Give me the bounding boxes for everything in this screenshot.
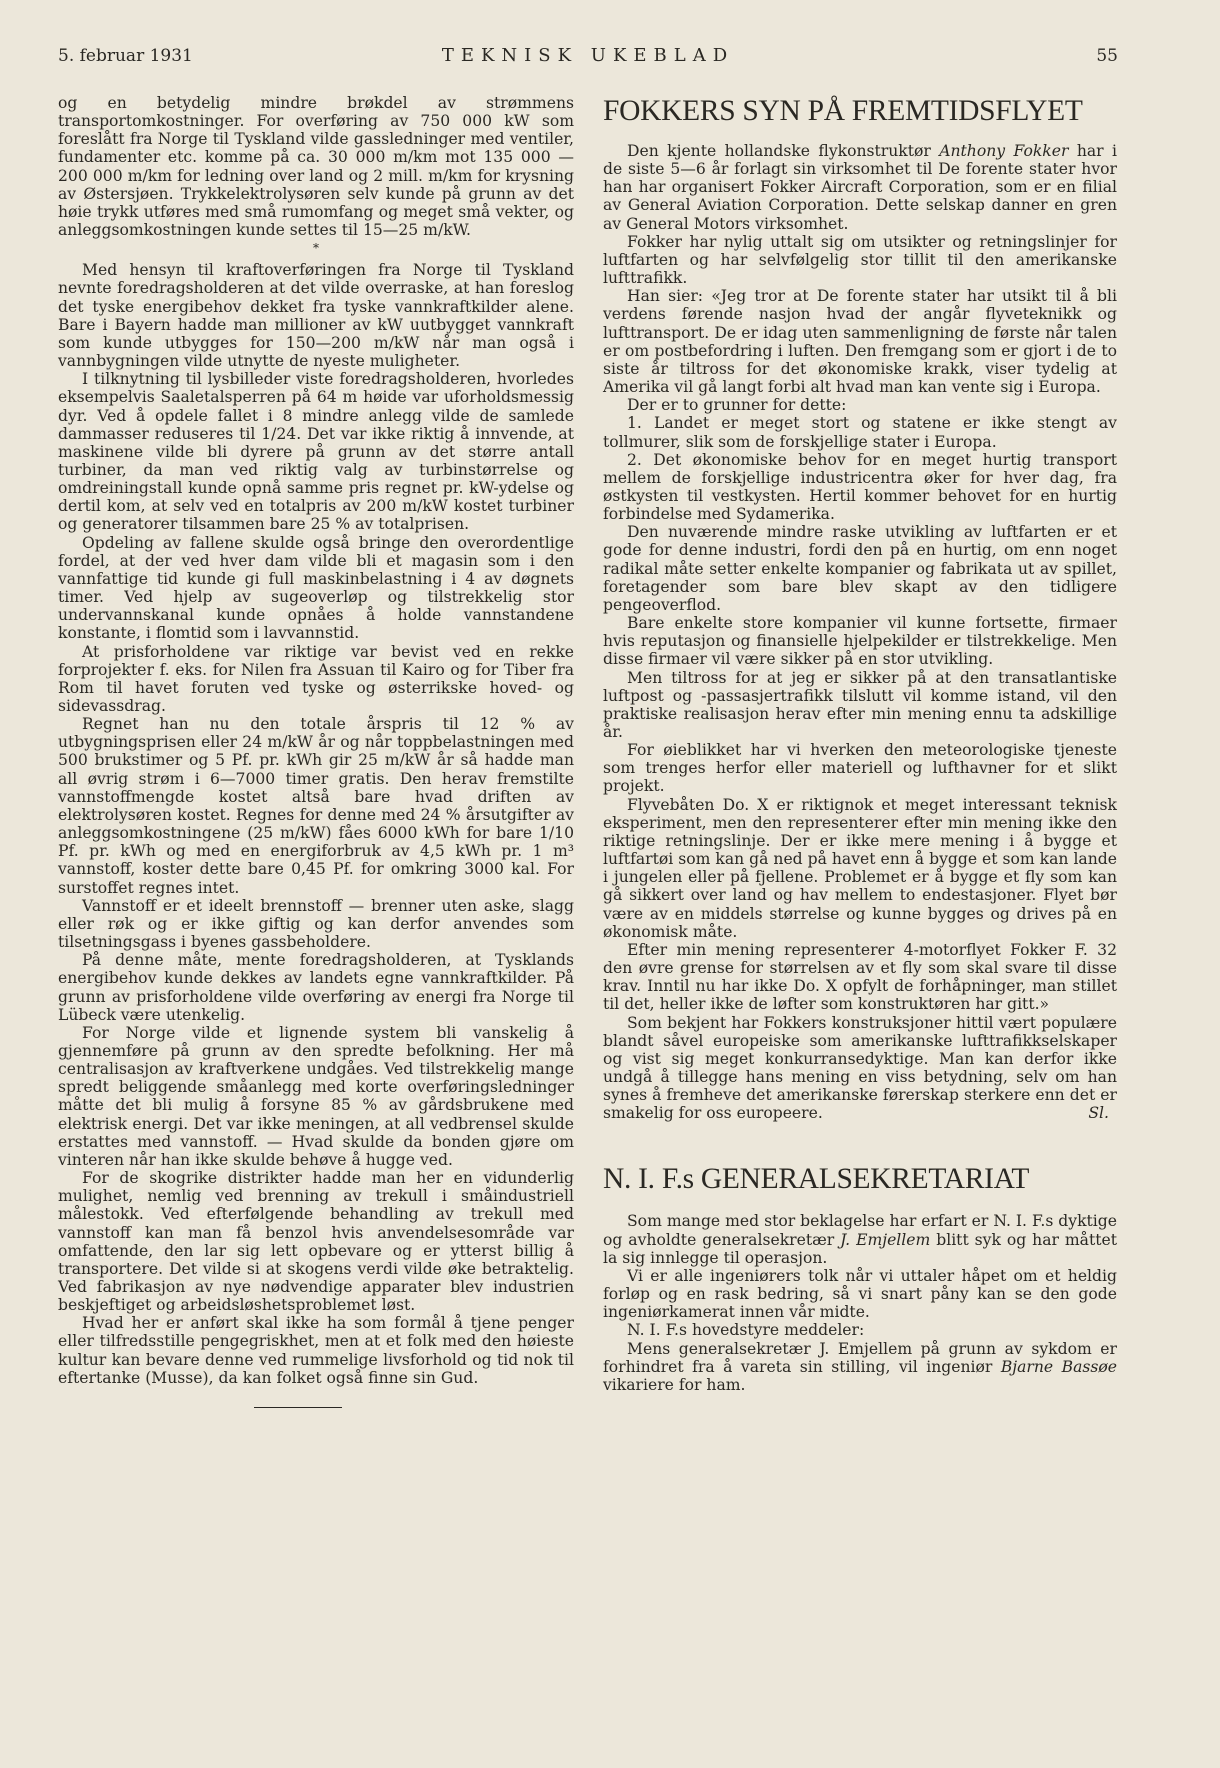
left-column — [58, 94, 574, 1408]
article-paragraph: 2. Det økonomiske behov for en meget hurtig transport mellem de forskjellige industricentra øker for hver dag, fra østkysten til vestkysten. Hertil kommer behovet for en hurtig forbindelse med Sydamerika. — [603, 450, 1117, 524]
nif-article-heading: N. I. F.s GENERALSEKRETARIAT — [603, 1163, 1030, 1196]
journal-title: TEKNISK UKEBLAD — [441, 45, 735, 66]
section-separator-asterisk: * — [313, 241, 319, 256]
person-name: J. Emjellem — [840, 1230, 931, 1249]
article-paragraph: På denne måte, mente foredragsholderen, at Tysklands energibehov kunde dekkes av landets egne vannkraftkilder. På grunn av prisforholdene vilde overføring av energi fra Norge til Lübeck være utenkelig. — [58, 951, 574, 1024]
fokker-article-heading: FOKKERS SYN PÅ FREMTIDSFLYET — [603, 95, 1083, 127]
article-paragraph: At prisforholdene var riktige var bevist ved en rekke forprojekter f. eks. for Nilen fra Assuan til Kairo og for Tiber fra Rom til havet foruten ved tyske og østerrikske hoved- og sidevassdrag. — [58, 642, 574, 715]
nif-text: Som mange med stor beklagelse har erfart er N. I. F.s dyktige og avholdte generalsekretær — [603, 1212, 1117, 1249]
article-paragraph: Han sier: «Jeg tror at De forente stater har utsikt til å bli verdens førende nasjon hvad der angår flyveteknikk og lufttransport. De er idag uten sammenligning de første når talen er om postbefordring i luften. Den fremgang som er gjort i de to siste år tiltross for det økonomiske krakk, viser tydelig at Amerika vil gå langt forbi alt hvad man kan vente sig i Europa. — [603, 287, 1117, 397]
article-paragraph: og en betydelig mindre brøkdel av strømmens transportomkostninger. For overføring av 750 000 kW som foreslått fra Norge til Tyskland vilde gassledninger med ventiler, fundamenter etc. komme på ca. 30 000 m/km mot 135 000 — 200 000 m/km for ledning over land og 2 mill. m/km for krysning av Østersjøen. Trykkelektrolysøren selv kunde på grunn av det høie trykk utføres med små rumomfang og meget små vekter, og anleggsomkostningen kunde settes til 15—25 m/kW. — [58, 94, 574, 240]
nif-text-cont: blitt syk og har måttet la sig innlegge til operasjon. — [603, 1230, 1117, 1267]
article-paragraph — [603, 1340, 1117, 1394]
article-paragraph: For øieblikket har vi hverken den meteorologiske tjeneste som trenges herfor eller materiell og lufthavner for et slikt projekt. — [603, 741, 1117, 796]
article-paragraph: Der er to grunner for dette: — [627, 396, 847, 415]
page-number: 55 — [1096, 46, 1118, 66]
article-paragraph: Hvad her er anført skal ikke ha som formål å tjene penger eller tilfredsstille pengegriskhet, men at et folk med den høieste kultur kan bevare denne ved rummelige livsforhold og tid nok til eftertanke (Musse), da kan folket også finne sin Gud. — [58, 1314, 574, 1387]
article-paragraph: Med hensyn til kraftoverføringen fra Norge til Tyskland nevnte foredragsholderen at det vilde overraske, at han foreslog det tyske energibehov dekket fra tyske vannkraftkilder alene. Bare i Bayern hadde man millioner av kW uutbygget vannkraft som kunde utbygges for 150—200 m/kW når man også i vannbygningen vilde utnytte de nyeste muligheter. — [58, 261, 574, 371]
article-paragraph: Fokker har nylig uttalt sig om utsikter og retningslinjer for luftfarten og har selvfølgelig stor tillit til den amerikanske lufttrafikk. — [603, 232, 1117, 288]
issue-date: 5. februar 1931 — [58, 46, 193, 66]
article-paragraph: For Norge vilde et lignende system bli vanskelig å gjennemføre på grunn av den spredte befolkning. Her må centralisasjon av kraftverkene undgåes. Ved tilstrekkelig mange spredt beliggende småanlegg med korte overføringsledninger måtte det bli mulig å forsyne 85 % av gårdsbrukene med elektrisk energi. Det var ikke meningen, at all vedbrensel skulde erstattes med vannstoff. — Hvad skulde da bonden gjøre om vinteren når han ikke skulde behøve å hugge ved. — [58, 1023, 574, 1169]
nif-text-cont: vikariere for ham. — [603, 1375, 746, 1394]
article-paragraph: Den nuværende mindre raske utvikling av luftfarten er et gode for denne industri, fordi den på en hurtig, om enn noget radikal måte setter enkelte kompanier og fabrikata ut av spillet, foretagender som bare blev skapt av den tidligere pengeoverflod. — [603, 523, 1117, 614]
end-rule — [254, 1407, 342, 1408]
article-paragraph: Men tiltross for at jeg er sikker på at den transatlantiske luftpost og -passasjertrafikk tilslutt vil komme istand, vil den praktiske realisasjon herav efter min mening ennu ta adskillige år. — [603, 668, 1117, 741]
running-head — [58, 44, 1118, 68]
author-signature: Sl. — [1088, 1104, 1109, 1123]
intro-text-cont: har i de siste 5—6 år forlagt sin virksomhet til De forente stater hvor han har organisert Fokker Aircraft Corporation, som er en filial av General Aviation Corporation. Dette selskap danner en gren av General Motors virksomhet. — [603, 142, 1117, 233]
article-paragraph — [603, 1212, 1117, 1266]
article-paragraph: Efter min mening representerer 4-motorflyet Fokker F. 32 den øvre grense for størrelsen av et fly som skal svare til disse krav. Inntil nu har ikke Do. X opfylt de forhåpninger, man stillet til det, heller ikke de løfter som konstruktøren har gitt.» — [603, 940, 1117, 1014]
right-column — [603, 94, 1117, 1394]
person-name: Bjarne Bassøe — [1000, 1357, 1117, 1376]
article-paragraph: Vi er alle ingeniørers tolk når vi uttaler håpet om et heldig forløp og en rask bedring, så vi snart påny kan se den gode ingeniørkamerat innen vår midte. — [603, 1266, 1117, 1322]
person-name: Anthony Fokker — [939, 142, 1069, 160]
article-paragraph: 1. Landet er meget stort og statene er ikke stengt av tollmurer, slik som de forskjellige stater i Europa. — [603, 414, 1117, 451]
article-paragraph: Regnet han nu den totale årspris til 12 % av utbygningsprisen eller 24 m/kW år og når toppbelastningen med 500 brukstimer og 5 Pf. pr. kWh gir 25 m/kW år så hadde man all øvrig strøm i 6—7000 timer gratis. Den herav fremstilte vannstoffmengde kostet altså bare hvad driften av elektrolysøren kostet. Regnes for denne med 24 % årsutgifter av anleggsomkostningene (25 m/kW) fåes 6000 kWh for bare 1/10 Pf. pr. kWh og med en energiforbruk av 4,5 kWh pr. 1 m³ vannstoff, koster dette bare 0,45 Pf. for omkring 3000 kal. For surstoffet regnes intet. — [58, 715, 574, 897]
article-paragraph: N. I. F.s hovedstyre meddeler: — [627, 1321, 865, 1340]
closing-text: Som bekjent har Fokkers konstruksjoner hittil vært populære blandt såvel europeiske som amerikanske lufttrafikkselskaper og vist sig meget konkurransedyktige. Man kan derfor ikke undgå å tillegge hans mening en viss betydning, selv om han synes å fremheve det amerikanske førerskap sterkere enn det er smakelig for oss europeere. — [603, 1013, 1117, 1123]
article-paragraph: Flyvebåten Do. X er riktignok et meget interessant teknisk eksperiment, men den representerer efter min mening ikke den riktige retningslinje. Der er ikke mere mening i å bygge et luftfartøi som kan gå ned på havet enn å bygge et som kan lande i jungelen eller på fjellene. Problemet er å bygge et fly som kan gå sikkert over land og hav mellem to endestasjoner. Flyet bør være av en middels størrelse og kunne bygges og drives på en økonomisk måte. — [603, 795, 1117, 941]
article-paragraph: Bare enkelte store kompanier vil kunne fortsette, firmaer hvis reputasjon og finansielle hjelpekilder er tilstrekkelige. Men disse firmaer vil være sikker på en stor utvikling. — [603, 614, 1117, 669]
article-paragraph: I tilknytning til lysbilleder viste foredragsholderen, hvorledes eksempelvis Saaletalsperren på 64 m høide var uforholdsmessig dyr. Ved å opdele fallet i 8 mindre anlegg vilde de samlede dammasser reduseres til 1/24. Det var ikke riktig å innvende, at maskinene vilde bli dyrere på grunn av det større antall turbiner, da man ved riktig valg av turbinstørrelse og omdreiningstall kunde opnå samme pris regnet pr. kW-ydelse og dertil kom, at selv ved en totalpris av 200 m/kW kostet turbiner og generatorer tilsammen bare 25 % av totalprisen. — [58, 370, 574, 534]
article-paragraph: For de skogrike distrikter hadde man her en vidunderlig mulighet, nemlig ved brenning av trekull i småindustriell målestokk. Ved efterfølgende behandling av trekull med vannstoff kan man få benzol hvis anvendelsesområde var omfattende, den lar sig lett opbevare og er ytterst billig å transportere. Det vilde si at skogens verdi vilde øke betraktelig. Ved fabrikasjon av nye nødvendige apparater blev industrien beskjeftiget og arbeidsløshetsproblemet løst. — [58, 1169, 574, 1315]
nif-text: Mens generalsekretær J. Emjellem på grunn av sykdom er forhindret fra å vareta sin stilling, vil ingeniør — [603, 1339, 1117, 1376]
article-paragraph: Vannstoff er et ideelt brennstoff — brenner uten aske, slagg eller røk og er ikke giftig og kan derfor anvendes som tilsetningsgass i byenes gassbeholdere. — [58, 896, 574, 952]
intro-text: Den kjente hollandske flykonstruktør — [627, 142, 940, 160]
article-paragraph — [603, 142, 1117, 233]
article-paragraph — [603, 1014, 1117, 1123]
article-paragraph: Opdeling av fallene skulde også bringe den overordentlige fordel, at der ved hver dam vilde bli et magasin som i den vannfattige tid kunde gi full maskinbelastning i 4 av døgnets timer. Ved hjelp av sugeoverløp og tilstrekkelig stor undervannskanal kunde opnåes å holde vannstandene konstante, i flomtid som i lavvannstid. — [58, 533, 574, 643]
